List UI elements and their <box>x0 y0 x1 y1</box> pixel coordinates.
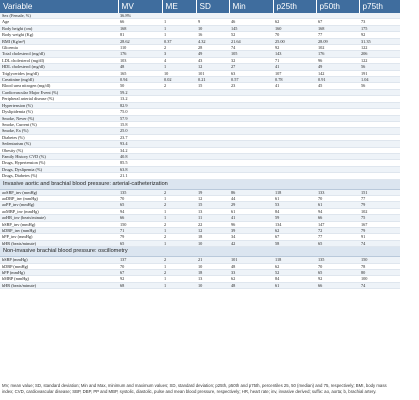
value-cell: 74 <box>229 45 273 51</box>
value-cell: 94 <box>316 208 359 214</box>
section-title: Invasive aortic and brachial blood pressure: arterial-catheterization <box>0 179 400 189</box>
value-cell: 1 <box>162 19 196 25</box>
value-cell: 33 <box>229 270 273 276</box>
value-cell: 13 <box>196 276 229 282</box>
value-cell: 53 <box>273 202 316 208</box>
value-cell: 81 <box>118 32 162 38</box>
value-cell: 41 <box>273 83 316 89</box>
value-cell: 142 <box>316 70 359 76</box>
value-cell: 65 <box>118 202 162 208</box>
value-cell: 29 <box>229 202 273 208</box>
value-cell: 10 <box>196 25 229 31</box>
value-cell: 61 <box>273 195 316 201</box>
value-cell: 1 <box>162 64 196 70</box>
value-cell: 28.09 <box>316 38 359 44</box>
row-label-cell: aoPP_inv (mmHg) <box>0 202 118 208</box>
value-cell: 63 <box>229 70 273 76</box>
value-cell: 165 <box>118 70 162 76</box>
value-cell: 150 <box>359 257 400 263</box>
value-cell: 67 <box>316 19 359 25</box>
value-cell: 168 <box>118 25 162 31</box>
row-label-cell: Obesity (%) <box>0 147 118 153</box>
value-cell: 84 <box>273 276 316 282</box>
value-cell: 101 <box>229 257 273 263</box>
value-cell: 0.94 <box>118 77 162 83</box>
value-cell: 100 <box>359 276 400 282</box>
value-cell: 105 <box>229 51 273 57</box>
row-label-cell: aoHR_inv (beats/minute) <box>0 215 118 221</box>
section-header-non-invasive <box>0 247 400 257</box>
value-cell: 46 <box>229 19 273 25</box>
value-cell: 168 <box>316 25 359 31</box>
value-cell: 66 <box>118 19 162 25</box>
value-cell: 0.78 <box>273 77 316 83</box>
value-cell: 13.2 <box>118 96 162 102</box>
value-cell: 45 <box>316 83 359 89</box>
value-cell: 4.32 <box>196 38 229 44</box>
value-cell: 143 <box>273 51 316 57</box>
row-label-cell: Age <box>0 19 118 25</box>
value-cell: 2 <box>162 202 196 208</box>
value-cell: 56 <box>359 83 400 89</box>
value-cell: 52 <box>229 32 273 38</box>
value-cell: 49 <box>316 64 359 70</box>
section-title: Non-invasive brachial blood pressure: oscillometry <box>0 247 400 257</box>
value-cell: 191 <box>359 70 400 76</box>
value-cell: 122 <box>359 57 400 63</box>
value-cell: 23 <box>229 83 273 89</box>
value-cell: 1 <box>162 263 196 269</box>
value-cell: 2 <box>162 83 196 89</box>
value-cell: 84 <box>273 208 316 214</box>
value-cell: 72 <box>316 228 359 234</box>
value-cell: 62 <box>273 263 316 269</box>
value-cell: 28 <box>196 45 229 51</box>
value-cell: 57.9 <box>118 115 162 121</box>
value-cell: 75.0 <box>118 109 162 115</box>
column-header-me: ME <box>162 0 196 13</box>
row-label-cell: Diabetes (%) <box>0 134 118 140</box>
value-cell: 0.02 <box>162 77 196 83</box>
row-label-cell: Family History CVD (%) <box>0 153 118 159</box>
value-cell: 61 <box>316 202 359 208</box>
row-label-cell: Drugs, Hypertension (%) <box>0 160 118 166</box>
value-cell: 80 <box>359 270 400 276</box>
row-label-cell: bHR (beats/minute) <box>0 240 118 246</box>
value-cell: 1 <box>162 282 196 288</box>
value-cell: 145 <box>229 25 273 31</box>
value-cell: 44 <box>229 195 273 201</box>
value-cell: 92 <box>359 32 400 38</box>
table-header-row: Variable MV ME SD Min p25th p50th p75th Max <box>0 0 400 13</box>
value-cell: 66 <box>316 282 359 288</box>
value-cell: 102 <box>359 208 400 214</box>
value-cell: 92 <box>316 276 359 282</box>
value-cell: 52 <box>273 270 316 276</box>
value-cell: 147 <box>316 221 359 227</box>
value-cell: 34 <box>229 234 273 240</box>
value-cell: 78 <box>359 263 400 269</box>
value-cell: 102 <box>316 45 359 51</box>
value-cell: 1 <box>162 32 196 38</box>
value-cell: 2 <box>162 257 196 263</box>
column-header-variable: Variable <box>0 0 118 13</box>
column-header-min: Min <box>229 0 273 13</box>
value-cell: 79 <box>359 228 400 234</box>
section-header-invasive <box>0 179 400 189</box>
value-cell: 2 <box>162 189 196 195</box>
value-cell: 2 <box>162 45 196 51</box>
row-label-cell: bDBP_inv (mmHg) <box>0 228 118 234</box>
value-cell: 93.4 <box>118 141 162 147</box>
value-cell: 77 <box>316 234 359 240</box>
value-cell: 61 <box>229 208 273 214</box>
value-cell: 62 <box>273 19 316 25</box>
value-cell: 9 <box>196 19 229 25</box>
value-cell: 36.8% <box>118 13 162 19</box>
row-label-cell: aoDBP_inv (mmHg) <box>0 195 118 201</box>
value-cell: 59.2 <box>118 89 162 95</box>
value-cell: 1 <box>162 228 196 234</box>
value-cell: 0.57 <box>229 77 273 83</box>
row-label-cell: Drugs, Diabetes (%) <box>0 173 118 179</box>
value-cell: 151 <box>359 189 400 195</box>
row-label-cell: LDL cholesterol (mg/dl) <box>0 57 118 63</box>
value-cell: 103 <box>118 57 162 63</box>
value-cell: 70 <box>273 32 316 38</box>
row-label-cell: Creatinine (mg/dl) <box>0 77 118 83</box>
column-header-p50th: p50th <box>316 0 359 13</box>
value-cell: 1 <box>162 240 196 246</box>
value-cell: 21 <box>196 257 229 263</box>
value-cell: 91 <box>359 234 400 240</box>
value-cell: 118 <box>273 189 316 195</box>
value-cell: 16 <box>196 32 229 38</box>
value-cell: 107 <box>273 70 316 76</box>
value-cell: 85.5 <box>118 160 162 166</box>
row-label-cell: bDBP (mmHg) <box>0 263 118 269</box>
value-cell: 28.62 <box>118 38 162 44</box>
value-cell: 22 <box>196 221 229 227</box>
row-label-cell: bSBP_inv (mmHg) <box>0 221 118 227</box>
row-label-cell: Body weight (Kg) <box>0 32 118 38</box>
value-cell: 77 <box>359 195 400 201</box>
value-cell: 167 <box>359 221 400 227</box>
value-cell: 66 <box>118 215 162 221</box>
row-label-cell: Total cholesterol (mg/dl) <box>0 51 118 57</box>
value-cell: 1 <box>162 195 196 201</box>
value-cell: 94 <box>118 208 162 214</box>
value-cell: 62 <box>229 276 273 282</box>
value-cell: 0.37 <box>162 38 196 44</box>
column-header-p25th: p25th <box>273 0 316 13</box>
row-label-cell: Blood urea nitrogen (mg/dl) <box>0 83 118 89</box>
value-cell: 25.00 <box>273 38 316 44</box>
value-cell: 27 <box>229 64 273 70</box>
value-cell: 43 <box>196 57 229 63</box>
value-cell: 71 <box>118 228 162 234</box>
value-cell: 1 <box>162 208 196 214</box>
value-cell: 67 <box>273 234 316 240</box>
value-cell: 118 <box>273 257 316 263</box>
row-label-cell: bMBP (mmHg) <box>0 276 118 282</box>
value-cell: 12 <box>196 228 229 234</box>
value-cell: 92 <box>118 276 162 282</box>
value-cell: 50 <box>118 83 162 89</box>
value-cell: 21.1 <box>118 173 162 179</box>
row-label-cell: Dyslipidemia (%) <box>0 109 118 115</box>
table-row <box>0 282 400 288</box>
row-label-cell: Sex (Female, %) <box>0 13 118 19</box>
value-cell: 12 <box>196 195 229 201</box>
value-cell: 34.2 <box>118 147 162 153</box>
value-cell: 2 <box>162 234 196 240</box>
row-label-cell: Hypertension (%) <box>0 102 118 108</box>
value-cell: 66 <box>316 215 359 221</box>
value-cell: 1.04 <box>359 77 400 83</box>
row-label-cell: Sedentarism (%) <box>0 141 118 147</box>
value-cell: 79 <box>118 234 162 240</box>
value-cell: 10 <box>196 282 229 288</box>
value-cell: 206 <box>359 51 400 57</box>
row-label-cell: HDL cholesterol (mg/dl) <box>0 64 118 70</box>
value-cell: 15 <box>196 202 229 208</box>
row-label-cell: bPP_inv (mmHg) <box>0 234 118 240</box>
value-cell: 15.8 <box>118 121 162 127</box>
value-cell: 3 <box>162 51 196 57</box>
row-label-cell: aoMBP_inv (mmHg) <box>0 208 118 214</box>
value-cell: 10 <box>196 240 229 246</box>
value-cell: 96 <box>316 57 359 63</box>
value-cell: 48 <box>118 64 162 70</box>
value-cell: 70 <box>316 263 359 269</box>
value-cell: 79 <box>359 202 400 208</box>
value-cell: 101 <box>196 70 229 76</box>
value-cell: 11 <box>196 215 229 221</box>
value-cell: 39 <box>229 228 273 234</box>
value-cell: 40.8 <box>118 153 162 159</box>
value-cell: 12 <box>196 64 229 70</box>
value-cell: 71 <box>273 57 316 63</box>
value-cell: 176 <box>316 51 359 57</box>
value-cell: 48 <box>229 282 273 288</box>
value-cell: 135 <box>316 257 359 263</box>
value-cell: 70 <box>316 195 359 201</box>
row-label-cell: BMI (Kg/m²) <box>0 38 118 44</box>
value-cell: 110 <box>118 45 162 51</box>
value-cell: 23.7 <box>118 134 162 140</box>
value-cell: 4 <box>162 57 196 63</box>
value-cell: 65 <box>316 240 359 246</box>
value-cell: 41 <box>273 64 316 70</box>
value-cell: 82.9 <box>118 102 162 108</box>
value-cell: 160 <box>273 25 316 31</box>
column-header-mv: MV <box>118 0 162 13</box>
value-cell: 65 <box>316 270 359 276</box>
value-cell: 58 <box>273 240 316 246</box>
value-cell: 56 <box>359 64 400 70</box>
value-cell: 135 <box>118 189 162 195</box>
value-cell: 21.64 <box>229 38 273 44</box>
row-label-cell: aoSBP_inv (mmHg) <box>0 189 118 195</box>
value-cell: 62 <box>273 228 316 234</box>
table-footnote: MV, mean value; SD, standard deviation; Min and Max, minimum and maximum values; SD, standard deviation; p25th, p50th and p75th, percentiles 25, 50 (median) and 75, respectively; BMI, body mass index; CVD, cardiovascular disease; SBP, DBP, PP and MBP, systolic, diastolic, pulse and mean blood pressure, respectively; HR, heart rate; inv, invasive derived; suffix: ao, aorta; b, brachial artery. <box>2 383 387 394</box>
value-cell: 96 <box>229 221 273 227</box>
value-cell: 0.91 <box>316 77 359 83</box>
row-label-cell: Peripheral arterial disease (%) <box>0 96 118 102</box>
row-label-cell: Drugs, Dyslipemia (%) <box>0 166 118 172</box>
value-cell: 0.21 <box>196 77 229 83</box>
value-cell: 1 <box>162 276 196 282</box>
column-header-p75th: p75th <box>359 0 400 13</box>
row-label-cell: Body height (cm) <box>0 25 118 31</box>
value-cell: 15 <box>196 83 229 89</box>
value-cell: 122 <box>359 45 400 51</box>
value-cell: 18 <box>196 270 229 276</box>
value-cell: 65 <box>118 240 162 246</box>
value-cell: 31.35 <box>359 38 400 44</box>
row-label-cell: Triglycerides (mg/dl) <box>0 70 118 76</box>
value-cell: 74 <box>359 282 400 288</box>
value-cell: 175 <box>359 25 400 31</box>
value-cell: 63.8 <box>118 166 162 172</box>
row-label-cell: bSBP (mmHg) <box>0 257 118 263</box>
value-cell: 10 <box>196 263 229 269</box>
value-cell: 2 <box>162 270 196 276</box>
value-cell: 2 <box>162 221 196 227</box>
value-cell: 13 <box>196 208 229 214</box>
value-cell: 42 <box>229 240 273 246</box>
value-cell: 70 <box>118 263 162 269</box>
value-cell: 1 <box>162 25 196 31</box>
row-label-cell: Cardiovascular Major Event (%) <box>0 89 118 95</box>
table-body <box>0 13 400 289</box>
row-label-cell: Smoke, Current (%) <box>0 121 118 127</box>
value-cell: 70 <box>118 195 162 201</box>
row-label-cell: Smoke, Never (%) <box>0 115 118 121</box>
value-cell: 49 <box>196 51 229 57</box>
value-cell: 41 <box>229 215 273 221</box>
value-cell: 61 <box>273 282 316 288</box>
value-cell: 59 <box>273 215 316 221</box>
row-label-cell: Smoke, Ex (%) <box>0 128 118 134</box>
value-cell: 32 <box>229 57 273 63</box>
value-cell: 92 <box>273 45 316 51</box>
row-label-cell: bHR (beats/minute) <box>0 282 118 288</box>
value-cell: 1 <box>162 215 196 221</box>
value-cell: 150 <box>118 221 162 227</box>
value-cell: 134 <box>273 221 316 227</box>
value-cell: 133 <box>316 189 359 195</box>
value-cell: 18 <box>196 234 229 240</box>
column-header-sd: SD <box>196 0 229 13</box>
value-cell: 86 <box>229 189 273 195</box>
row-label-cell: Glicemia <box>0 45 118 51</box>
value-cell: 137 <box>118 257 162 263</box>
value-cell: 74 <box>359 240 400 246</box>
value-cell: 67 <box>118 270 162 276</box>
value-cell: 68 <box>118 282 162 288</box>
value-cell: 73 <box>359 19 400 25</box>
value-cell: 10 <box>162 70 196 76</box>
value-cell: 77 <box>316 32 359 38</box>
row-label-cell: bPP (mmHg) <box>0 270 118 276</box>
value-cell: 176 <box>118 51 162 57</box>
value-cell: 48 <box>229 263 273 269</box>
value-cell: 25.0 <box>118 128 162 134</box>
value-cell: 75 <box>359 215 400 221</box>
value-cell: 19 <box>196 189 229 195</box>
